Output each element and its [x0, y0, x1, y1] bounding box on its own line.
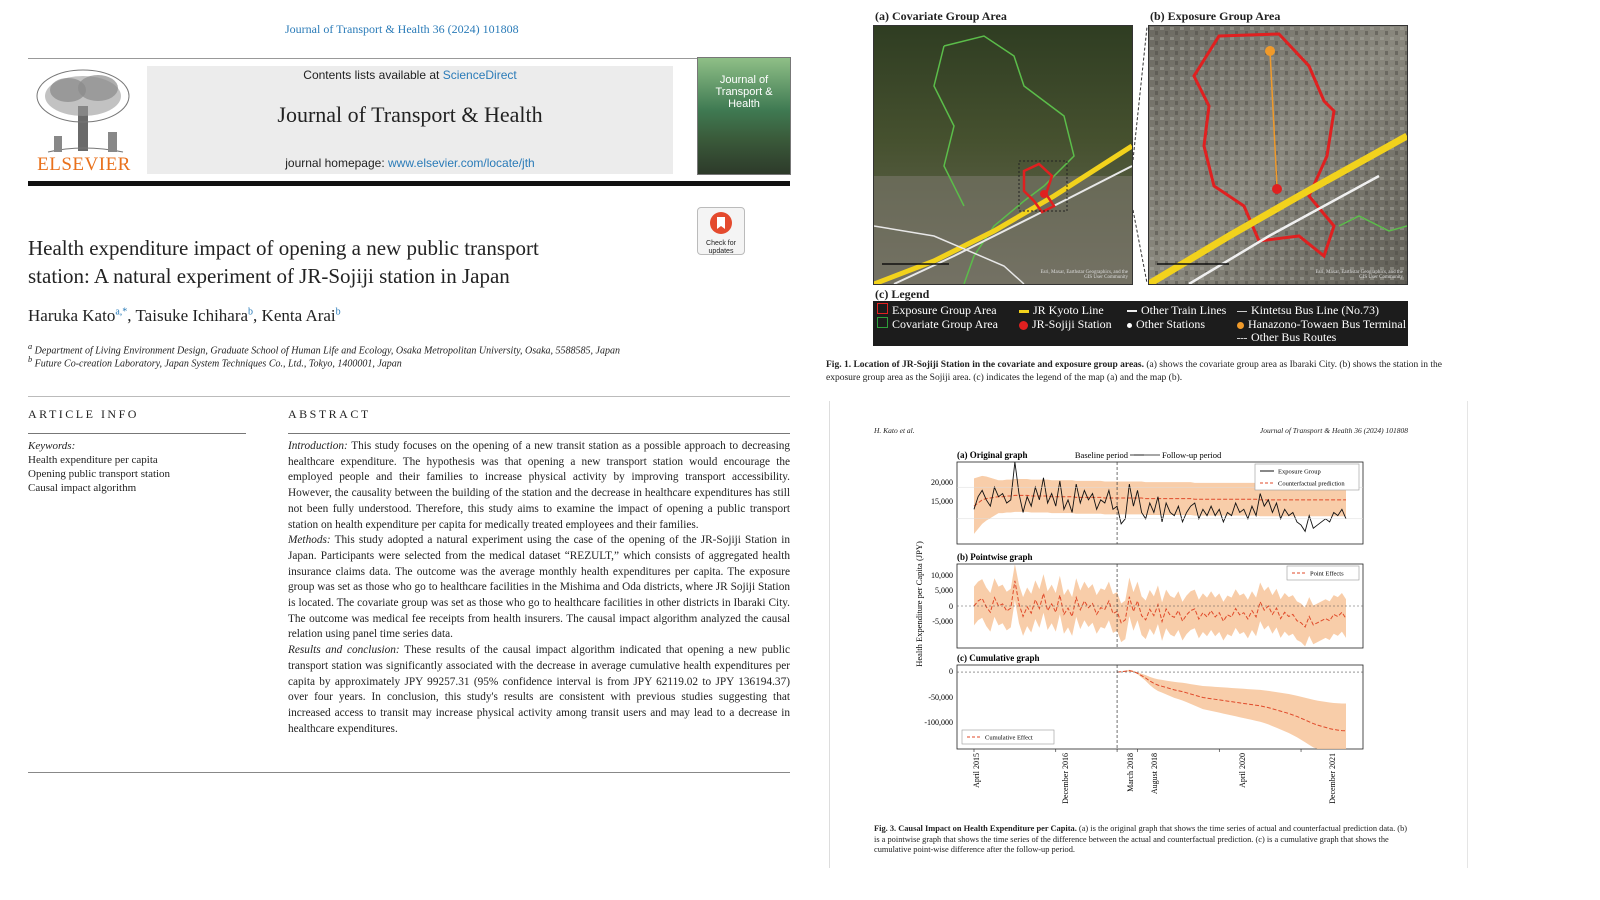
panel-c-title: (c) Cumulative graph — [957, 653, 1040, 663]
author-name[interactable]: Kenta Arai — [261, 306, 336, 325]
covariate-map[interactable] — [873, 25, 1133, 285]
map-a-label: (a) Covariate Group Area — [875, 9, 1007, 23]
legend-item: Covariate Group Area — [877, 317, 998, 332]
x-tick-label: December 2016 — [1061, 753, 1070, 804]
author-list: Haruka Kato$^{a,*}$, Taisuke Ichihara$^b$, Kenta Arai$^b$ — [28, 306, 341, 325]
panel-a-title: (a) Original graph — [957, 450, 1028, 460]
y-tick-label: 0 — [949, 667, 953, 676]
y-tick-label: 10,000 — [931, 571, 953, 580]
article-info-heading: ARTICLE INFO — [28, 407, 139, 421]
legend-item: Kintetsu Bus Line (No.73) — [1237, 303, 1379, 318]
abstract-heading: ABSTRACT — [288, 407, 371, 421]
exposure-map-graphic — [1149, 26, 1407, 284]
y-tick-label: -100,000 — [924, 718, 953, 727]
journal-homepage-line: journal homepage: www.elsevier.com/locate/jth — [285, 156, 535, 170]
exposure-map[interactable] — [1148, 25, 1408, 285]
legend-item: Other Train Lines — [1127, 303, 1226, 318]
running-header-left: H. Kato et al. — [874, 426, 915, 435]
legend-label: (c) Legend — [875, 287, 930, 301]
panel-b-title: (b) Pointwise graph — [957, 552, 1033, 562]
elsevier-logo — [28, 66, 140, 176]
x-tick-label: December 2021 — [1328, 753, 1337, 804]
journal-reference[interactable]: Journal of Transport & Health 36 (2024) 101808 — [285, 22, 519, 36]
legend-item: Hanazono-Towaen Bus Terminal — [1237, 317, 1406, 332]
header-thick-rule — [28, 181, 790, 186]
map-b-label: (b) Exposure Group Area — [1150, 9, 1281, 23]
abstract-rule — [288, 433, 790, 434]
legend-a — [1255, 464, 1359, 490]
abstract-bottom-rule — [28, 772, 790, 773]
legend-item: JR-Sojiji Station — [1019, 317, 1112, 332]
sciencedirect-link[interactable]: ScienceDirect — [442, 68, 517, 82]
author-name[interactable]: Taisuke Ichihara — [135, 306, 249, 325]
covariate-map-graphic — [874, 26, 1132, 284]
cover-title: Journal of Transport & Health — [715, 74, 773, 110]
x-tick-label: April 2020 — [1238, 753, 1247, 788]
map-attribution: Esri, Maxar, Earthstar Geographics, and the GIS User Community — [1315, 270, 1403, 280]
abstract-methods: Methods: This study adopted a natural experiment using the case of the opening of the JR-Sojiji Station in Japan. Participants were selected from the medical dataset “REZULT,” which consists of aggregated health insurance claims data. The outcome was the average monthly health expenditures per capita. The exposure group was set as those who go to healthcare facilities in the Mishima and Oda districts, where JR Sojiji Station is located. The covariate group was set as those who go to healthcare facilities in other districts in Ibaraki City. The outcome was medical fee receipts from health insurers. The causal impact algorithm analyzed the causal relation using panel time series data. — [288, 534, 791, 641]
section-divider — [28, 396, 790, 397]
header-divider — [28, 58, 790, 59]
abstract-results: Results and conclusion: These results of the causal impact algorithm indicated that opening a new public transport station was significantly associated with the decrease in average cumulative health expenditures per capita by approximately JPY 99257.31 (95% confidence interval is from JPY 62119.02 to JPY 136194.37) over four years. In conclusion, this study's results are consistent with previous studies suggesting that increased access to transit may increase physical activity among transit users and may lead to a decrease in healthcare expenditures. — [288, 644, 790, 735]
legend-counterfactual: Counterfactual prediction — [1278, 480, 1345, 488]
paper-title: Health expenditure impact of opening a new public transport station: A natural experiment of JR-Sojiji station in Japan — [28, 236, 539, 288]
abstract-introduction: Introduction: This study focuses on the opening of a new transit station as a possible approach to decreasing healthcare expenditure. The hypothesis was that opening a new transport station would encourage the employed people and their families to increase physical activity by improving transport accessibility. However, the causality between the building of the station and the decrease in healthcare expenditures has still not been fully understood. Therefore, this study aims to examine the impact of opening a public transport station on health expenditure per capita for medically treated employees and their families. — [288, 440, 791, 531]
keywords-label: Keywords: — [28, 440, 76, 452]
y-tick-label: -5,000 — [932, 617, 953, 626]
figure-1-caption: Fig. 1. Location of JR-Sojiji Station in the covariate and exposure group areas. (a) shows the covariate group area as Ibaraki City. (b) shows the station in the exposure group area as the Sojiji area. (c) indicates the legend of the map (a) and the map (b). — [826, 360, 1443, 383]
check-for-updates-label: Check for updates — [706, 240, 736, 255]
legend-cumulative: Cumulative Effect — [985, 734, 1033, 742]
keywords-block — [28, 439, 170, 495]
y-tick-label: -50,000 — [928, 693, 953, 702]
affiliation-b: $^b$ Future Co-creation Laboratory, Japan System Techniques Co., Ltd., Tokyo, 1400001, Japan — [28, 355, 402, 370]
map-attribution: Esri, Maxar, Earthstar Geographics, and the GIS User Community — [1040, 270, 1128, 280]
running-header-right: Journal of Transport & Health 36 (2024) 101808 — [1259, 426, 1408, 435]
keyword: Health expenditure per capita — [28, 454, 158, 466]
legend-item: Other Stations — [1127, 317, 1205, 332]
legend-point-effects: Point Effects — [1310, 570, 1344, 578]
legend-b — [1287, 566, 1359, 580]
causal-impact-figure — [900, 444, 1420, 822]
contents-available-line: Contents lists available at ScienceDirect — [303, 68, 517, 82]
x-tick-label: August 2018 — [1150, 753, 1159, 795]
legend-c — [962, 730, 1054, 744]
y-tick-label: 20,000 — [931, 478, 953, 487]
journal-title: Journal of Transport & Health — [277, 102, 543, 127]
abstract-body — [288, 439, 790, 737]
keyword: Causal impact algorithm — [28, 482, 137, 494]
article-info-rule — [28, 433, 246, 434]
figure-3-caption: Fig. 3. Causal Impact on Health Expenditure per Capita. (a) is the original graph that shows the time series of actual and counterfactual prediction data. (b) is a pointwise graph that shows the time series of the difference between the actual and counterfactual prediction. (c) is a cumulative graph that shows the cumulative point-wise difference after the follow-up period. — [874, 824, 1408, 855]
keyword: Opening public transport station — [28, 468, 171, 480]
followup-period-label: Follow-up period — [1162, 450, 1222, 460]
affiliation-a: $^a$ Department of Living Environment Design, Graduate School of Human Life and Ecology, Osaka Metropolitan University, Osaka, 5588585, Japan — [28, 342, 620, 357]
x-tick-label: March 2018 — [1126, 753, 1135, 792]
x-tick-label: April 2015 — [972, 753, 981, 788]
map-legend — [873, 301, 1408, 346]
legend-item: Exposure Group Area — [877, 303, 997, 318]
legend-item: Other Bus Routes — [1237, 330, 1336, 345]
journal-cover-image[interactable] — [697, 57, 791, 175]
y-tick-label: 0 — [949, 602, 953, 611]
y-axis-label: Health Expenditure per Capita (JPY) — [914, 541, 924, 667]
baseline-period-label: Baseline period — [1074, 450, 1128, 460]
legend-exposure: Exposure Group — [1278, 468, 1321, 476]
publisher-name: ELSEVIER — [37, 154, 131, 175]
check-for-updates-button[interactable] — [697, 207, 745, 255]
y-tick-label: 15,000 — [931, 497, 953, 506]
zoom-connector — [1131, 25, 1149, 285]
bookmark-icon — [709, 211, 733, 235]
legend-item: JR Kyoto Line — [1019, 303, 1104, 318]
author-name[interactable]: Haruka Kato — [28, 306, 116, 325]
y-tick-label: 5,000 — [935, 586, 953, 595]
journal-homepage-link[interactable]: www.elsevier.com/locate/jth — [388, 156, 535, 170]
